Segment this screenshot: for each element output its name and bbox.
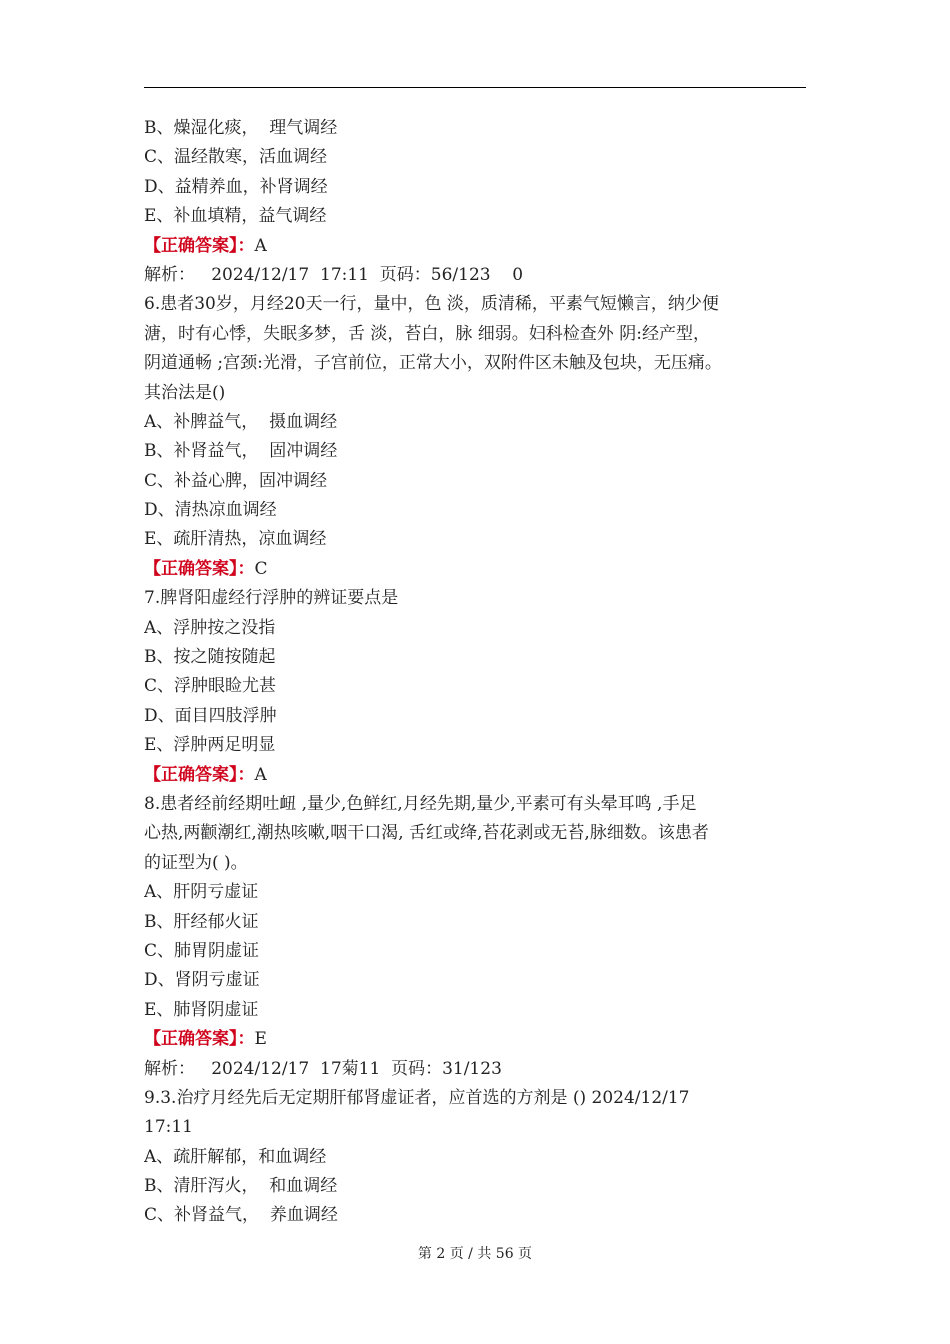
text-line: E、浮肿两足明显 [144, 735, 276, 756]
header-rule [144, 87, 806, 88]
document-body [144, 114, 806, 1231]
text-line: C、温经散寒，活血调经 [144, 147, 328, 168]
answer-line [144, 555, 806, 584]
text-line: D、面目四肢浮肿 [144, 705, 277, 726]
text-line: 6.患者30岁，月经20天一行，量中，色 淡，质清稀，平素气短懒言，纳少便 [144, 294, 719, 315]
text-line: 9.3.治疗月经先后无定期肝郁肾虚证者，应首选的方剂是 () 2024/12/17 [144, 1087, 690, 1108]
text-line: 溏，时有心悸，失眠多梦，舌 淡，苔白，脉 细弱。妇科检查外 阴:经产型， [144, 323, 710, 344]
text-line: A、疏肝解郁，和血调经 [144, 1146, 327, 1167]
text-line: B、补肾益气， 固冲调经 [144, 441, 338, 462]
correct-answer-label: 【正确答案】： [144, 1029, 255, 1050]
text-line: 7.脾肾阳虚经行浮肿的辨证要点是 [144, 588, 399, 609]
text-line: B、按之随按随起 [144, 647, 276, 668]
text-line: 8.患者经前经期吐衄 ,量少,色鲜红,月经先期,量少,平素可有头晕耳鸣 ,手足 [144, 793, 697, 814]
page-footer [0, 1244, 950, 1264]
text-line: C、肺胃阴虚证 [144, 940, 260, 961]
text-line: E、补血填精，益气调经 [144, 206, 327, 227]
text-line: B、肝经郁火证 [144, 911, 259, 932]
answer-line [144, 1025, 806, 1054]
page-indicator: 第 2 页 / 共 56 页 [417, 1246, 533, 1262]
text-line: 解析： 2024/12/17 17:11 页码：56/123 0 [144, 264, 524, 285]
text-line: 解析： 2024/12/17 17菊11 页码：31/123 [144, 1058, 502, 1079]
text-line: C、补肾益气， 养血调经 [144, 1205, 338, 1226]
correct-answer-label: 【正确答案】： [144, 558, 255, 579]
text-line: 其治法是() [144, 382, 226, 403]
correct-answer-value: E [254, 1029, 267, 1050]
text-line: 心热,两颧潮红,潮热咳嗽,咽干口渴, 舌红或绛,苔花剥或无苔,脉细数。该患者 [144, 823, 709, 844]
text-line: C、浮肿眼睑尤甚 [144, 676, 277, 697]
text-line: D、清热凉血调经 [144, 500, 277, 521]
answer-line [144, 232, 806, 261]
text-line: 阴道通畅 ;宫颈:光滑，子宫前位，正常大小，双附件区未触及包块，无压痛。 [144, 353, 722, 374]
correct-answer-label: 【正确答案】： [144, 764, 255, 785]
text-line: D、益精养血，补肾调经 [144, 176, 328, 197]
text-line: E、疏肝清热，凉血调经 [144, 529, 327, 550]
text-line: B、清肝泻火， 和血调经 [144, 1176, 338, 1197]
text-line: 17:11 [144, 1117, 193, 1138]
text-line: E、肺肾阴虚证 [144, 999, 259, 1020]
answer-line [144, 761, 806, 790]
text-line: A、肝阴亏虚证 [144, 882, 259, 903]
text-line: 的证型为( )。 [144, 852, 248, 873]
correct-answer-value: A [254, 764, 267, 785]
text-line: D、肾阴亏虚证 [144, 970, 260, 991]
text-line: A、补脾益气， 摄血调经 [144, 411, 338, 432]
correct-answer-label: 【正确答案】： [144, 235, 255, 256]
correct-answer-value: A [254, 235, 267, 256]
text-line: B、燥湿化痰， 理气调经 [144, 118, 338, 138]
text-line: A、浮肿按之没指 [144, 617, 276, 638]
correct-answer-value: C [254, 558, 268, 579]
text-line: C、补益心脾，固冲调经 [144, 470, 328, 491]
